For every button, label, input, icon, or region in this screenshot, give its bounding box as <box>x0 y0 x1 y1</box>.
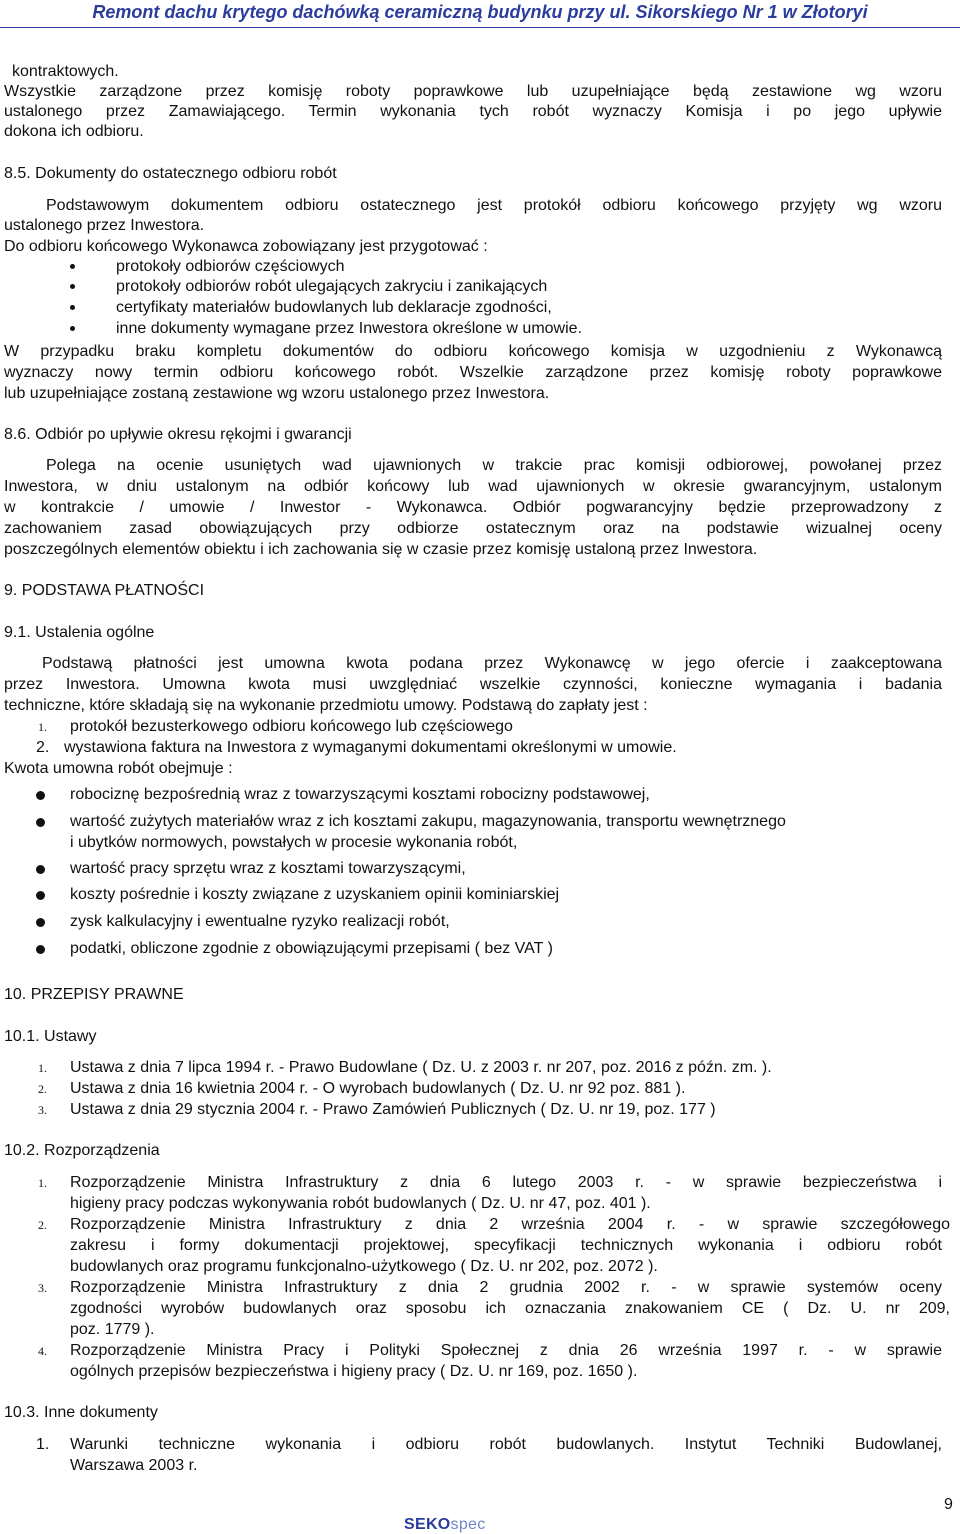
list-number: 1. <box>38 1176 47 1190</box>
list-number: 3. <box>38 1281 47 1295</box>
section-8-5-heading: 8.5. Dokumenty do ostatecznego odbioru robót <box>4 165 337 182</box>
list-item: Rozporządzenie Ministra Infrastruktury z dnia 2 grudnia 2002 r. - w sprawie systemów oceny <box>70 1279 942 1296</box>
section-8-6-heading: 8.6. Odbiór po upływie okresu rękojmi i gwarancji <box>4 426 352 443</box>
list-item: Ustawa z dnia 7 lipca 1994 r. - Prawo Budowlane ( Dz. U. z 2003 r. nr 207, poz. 2016 z późn. zm. ). <box>70 1059 772 1076</box>
list-item-continuation: ogólnych przepisów bezpieczeństwa i higieny pracy ( Dz. U. nr 169, poz. 1650 ). <box>70 1363 638 1380</box>
s85-paragraph-3b: wyznaczy nowy termin odbioru końcowego robót. Wszelkie zarządzone przez komisję roboty poprawkowe <box>4 364 942 381</box>
list-item: wartość zużytych materiałów wraz z ich kosztami zakupu, magazynowania, transportu wewnętrznego <box>70 813 786 830</box>
list-number: 1. <box>36 1436 50 1453</box>
s86-line-3: w kontrakcie / umowie / Inwestor - Wykonawca. Odbiór pogwarancyjny będzie przeprowadzony z <box>4 499 942 516</box>
list-item-continuation: budowlanych oraz programu funkcjonalno-użytkowego ( Dz. U. nr 202, poz. 2072 ). <box>70 1258 658 1275</box>
list-item: Ustawa z dnia 16 kwietnia 2004 r. - O wyrobach budowlanych ( Dz. U. nr 92 poz. 881 ). <box>70 1080 686 1097</box>
bullet-icon <box>36 818 45 827</box>
s85-paragraph-3c: lub uzupełniające zostaną zestawione wg wzoru ustalonego przez Inwestora. <box>4 385 550 402</box>
intro-line-3: ustalonego przez Zamawiającego. Termin wykonania tych robót wyznaczy Komisja i po jego upływie <box>4 103 942 120</box>
header-divider <box>0 27 960 28</box>
intro-line-1: kontraktowych. <box>12 63 119 80</box>
list-item: protokoły odbiorów częściowych <box>116 258 345 275</box>
s9-line-2: przez Inwestora. Umowna kwota musi uwzględniać wszelkie czynności, konieczne wymagania i badania <box>4 676 942 693</box>
list-item-continuation: zgodności wyrobów budowlanych oraz sposobu ich oznaczania znakowaniem CE ( Dz. U. nr 209, <box>70 1300 950 1317</box>
list-number: 4. <box>38 1344 47 1358</box>
list-number: 2. <box>36 739 50 756</box>
bullet-icon <box>36 918 45 927</box>
list-number: 1. <box>38 720 47 734</box>
list-item-continuation: poz. 1779 ). <box>70 1321 155 1338</box>
list-item: Rozporządzenie Ministra Pracy i Polityki Społecznej z dnia 26 września 1997 r. - w sprawie <box>70 1342 942 1359</box>
list-item: wartość pracy sprzętu wraz z kosztami towarzyszącymi, <box>70 860 466 877</box>
list-item-continuation: i ubytków normowych, powstałych w procesie wykonania robót, <box>70 834 518 851</box>
page-number: 9 <box>944 1496 953 1513</box>
running-header <box>0 0 960 26</box>
logo-text-spec: spec <box>450 1516 486 1533</box>
logo-text-seko: SEKO <box>404 1516 451 1533</box>
list-number: 2. <box>38 1082 47 1096</box>
s85-paragraph-1a: Podstawowym dokumentem odbioru ostatecznego jest protokół odbioru końcowego przyjęty wg wzoru <box>46 197 942 214</box>
list-item-continuation: zakresu i formy dokumentacji projektowej, specyfikacji technicznych wykonania i odbioru robót <box>70 1237 942 1254</box>
header-title: Remont dachu krytego dachówką ceramiczną budynku przy ul. Sikorskiego Nr 1 w Złotoryi <box>92 2 868 22</box>
list-item: robociznę bezpośrednią wraz z towarzyszącymi kosztami robocizny podstawowej, <box>70 786 650 803</box>
s85-paragraph-3a: W przypadku braku kompletu dokumentów do odbioru końcowego komisja w uzgodnieniu z Wykonawcą <box>4 343 942 360</box>
section-9-heading: 9. PODSTAWA PŁATNOŚCI <box>4 582 205 599</box>
list-item: Rozporządzenie Ministra Infrastruktury z dnia 6 lutego 2003 r. - w sprawie bezpieczeństwa i <box>70 1174 942 1191</box>
list-number: 1. <box>38 1061 47 1075</box>
s86-line-4: zachowaniem zasad obowiązujących przy odbiorze ostatecznym oraz na podstawie wizualnej oceny <box>4 520 942 537</box>
bullet-icon <box>70 305 75 310</box>
bullet-icon <box>36 865 45 874</box>
s86-line-5: poszczególnych elementów obiektu i ich zachowania się w czasie przez komisję ustaloną przez Inwestora. <box>4 541 758 558</box>
list-item: podatki, obliczone zgodnie z obowiązującymi przepisami ( bez VAT ) <box>70 940 553 957</box>
list-item: wystawiona faktura na Inwestora z wymaganymi dokumentami określonymi w umowie. <box>64 739 677 756</box>
section-10-heading: 10. PRZEPISY PRAWNE <box>4 986 184 1003</box>
bullet-icon <box>36 891 45 900</box>
s85-paragraph-1b: ustalonego przez Inwestora. <box>4 217 205 234</box>
bullet-icon <box>70 284 75 289</box>
list-item: inne dokumenty wymagane przez Inwestora określone w umowie. <box>116 320 583 337</box>
sekospec-logo <box>404 1516 486 1534</box>
list-item: koszty pośrednie i koszty związane z uzyskaniem opinii kominiarskiej <box>70 886 560 903</box>
bullet-icon <box>36 791 45 800</box>
s9-line-1: Podstawą płatności jest umowna kwota podana przez Wykonawcę w jego ofercie i zaakceptowana <box>42 655 942 672</box>
intro-line-4: dokona ich odbioru. <box>4 123 144 140</box>
bullet-icon <box>36 945 45 954</box>
list-item: certyfikaty materiałów budowlanych lub deklaracje zgodności, <box>116 299 552 316</box>
s85-paragraph-2: Do odbioru końcowego Wykonawca zobowiązany jest przygotować : <box>4 238 488 255</box>
list-item-continuation: higieny pracy podczas wykonywania robót budowlanych ( Dz. U. nr 47, poz. 401 ). <box>70 1195 651 1212</box>
list-item: zysk kalkulacyjny i ewentualne ryzyko realizacji robót, <box>70 913 450 930</box>
bullet-icon <box>70 264 75 269</box>
intro-line-2: Wszystkie zarządzone przez komisję roboty poprawkowe lub uzupełniające będą zestawione wg wzoru <box>4 83 942 100</box>
list-item: Rozporządzenie Ministra Infrastruktury z dnia 2 września 2004 r. - w sprawie szczegółowego <box>70 1216 950 1233</box>
section-10-2-heading: 10.2. Rozporządzenia <box>4 1142 160 1159</box>
section-10-3-heading: 10.3. Inne dokumenty <box>4 1404 158 1421</box>
section-10-1-heading: 10.1. Ustawy <box>4 1028 97 1045</box>
list-item: protokoły odbiorów robót ulegających zakryciu i zanikających <box>116 278 548 295</box>
list-item: Warunki techniczne wykonania i odbioru robót budowlanych. Instytut Techniki Budowlanej, <box>70 1436 942 1453</box>
list-item-continuation: Warszawa 2003 r. <box>70 1457 198 1474</box>
s86-line-2: Inwestora, w dniu ustalonym na odbiór końcowy lub wad ujawnionych w okresie gwarancyjnym, ustalonym <box>4 478 942 495</box>
section-9-1-heading: 9.1. Ustalenia ogólne <box>4 624 155 641</box>
s86-line-1: Polega na ocenie usuniętych wad ujawnionych w trakcie prac komisji odbiorowej, powołanej przez <box>46 457 942 474</box>
list-number: 3. <box>38 1103 47 1117</box>
s9-line-3: techniczne, które składają się na wykonanie przedmiotu umowy. Podstawą do zapłaty jest : <box>4 697 648 714</box>
list-item: protokół bezusterkowego odbioru końcowego lub częściowego <box>70 718 513 735</box>
s9-kwota-intro: Kwota umowna robót obejmuje : <box>4 760 233 777</box>
list-item: Ustawa z dnia 29 stycznia 2004 r. - Prawo Zamówień Publicznych ( Dz. U. nr 19, poz. 177 ) <box>70 1101 716 1118</box>
bullet-icon <box>70 326 75 331</box>
list-number: 2. <box>38 1218 47 1232</box>
